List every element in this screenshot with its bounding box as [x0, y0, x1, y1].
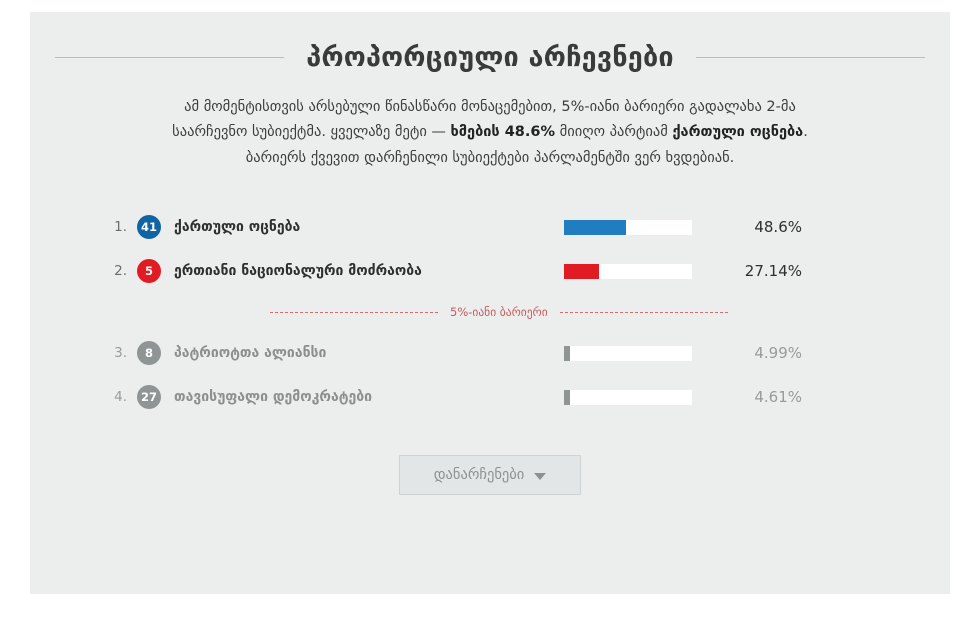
row-rank: 3. — [114, 345, 127, 362]
title-rule-right — [696, 57, 925, 58]
bar-track — [564, 346, 692, 361]
party-percent: 48.6% — [754, 218, 802, 237]
title-rule-left — [55, 57, 284, 58]
bar-fill — [564, 390, 570, 405]
party-number-badge: 8 — [137, 341, 161, 365]
party-percent: 4.61% — [754, 388, 802, 407]
show-more-label: დანარჩენები — [433, 467, 525, 484]
party-name: პატრიოტთა ალიანსი — [174, 345, 327, 362]
results-panel — [30, 12, 950, 594]
intro-text-2: მიიღო პარტიამ — [555, 124, 673, 141]
intro-text-3: . ბარიერს ქვევით დარჩენილი სუბიექტები პარლამენტში ვერ ხვდებიან. — [245, 124, 808, 166]
bar-track — [564, 390, 692, 405]
party-name: თავისუფალი დემოკრატები — [174, 389, 373, 406]
party-number-badge: 41 — [137, 215, 161, 239]
row-rank: 4. — [114, 389, 127, 406]
table-row — [30, 375, 950, 419]
bar-fill — [564, 220, 626, 235]
bar-track — [564, 264, 692, 279]
show-more-button[interactable] — [399, 455, 582, 495]
threshold-dash-left — [270, 312, 438, 313]
intro-bold-party: ქართული ოცნება — [672, 124, 804, 141]
party-number-badge: 5 — [137, 259, 161, 283]
page-title: პროპორციული არჩევნები — [306, 42, 674, 73]
bar-fill — [564, 346, 570, 361]
intro-text-1: ამ მომენტისთვის არსებული წინასწარი მონაცემებით, 5%-იანი ბარიერი გადალახა 2-მა საარჩევნო სუბიექტმა. ყველაზე მეტი — — [172, 99, 796, 141]
intro-paragraph — [145, 95, 835, 171]
threshold-label: 5%-იანი ბარიერი — [450, 305, 548, 320]
panel-header — [55, 42, 925, 73]
threshold-marker — [30, 305, 950, 319]
table-row — [30, 205, 950, 249]
table-row — [30, 331, 950, 375]
row-rank: 1. — [114, 219, 127, 236]
results-list — [30, 205, 950, 419]
party-number-badge: 27 — [137, 385, 161, 409]
more-button-row — [30, 455, 950, 495]
party-name: ერთიანი ნაციონალური მოძრაობა — [174, 263, 422, 280]
intro-bold-share: ხმების 48.6% — [450, 124, 556, 141]
table-row — [30, 249, 950, 293]
bar-fill — [564, 264, 599, 279]
party-percent: 27.14% — [744, 262, 802, 281]
chevron-down-icon — [534, 473, 546, 480]
party-percent: 4.99% — [754, 344, 802, 363]
bar-track — [564, 220, 692, 235]
party-name: ქართული ოცნება — [174, 219, 301, 236]
row-rank: 2. — [114, 263, 127, 280]
threshold-dash-right — [560, 312, 728, 313]
